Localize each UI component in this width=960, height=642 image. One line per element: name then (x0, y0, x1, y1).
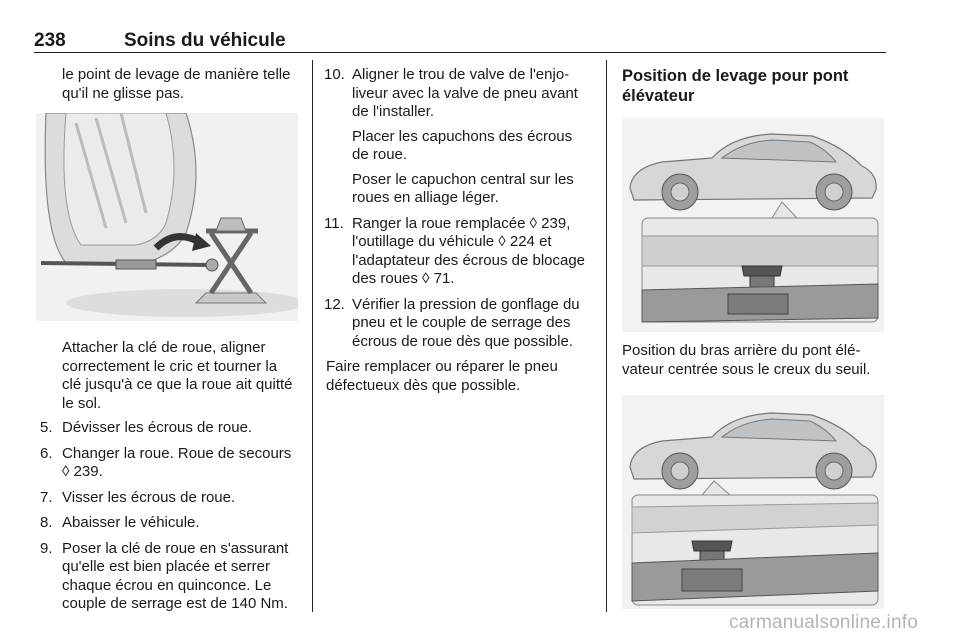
sub-step: Poser le capuchon central sur les roues en alliage léger. (352, 170, 574, 206)
list-item: 10. Aligner le trou de valve de l'enjoliveur avec la valve de pneu avant de l'installer. Placer les capuchons des écrous de roue. Poser le capuchon central sur les roues en alliage léger. (326, 66, 592, 208)
list-item: 9. Poser la clé de roue en s'assurant qu'elle est bien placée et serrer chaque écrou en quinconce. Le couple de serrage est de 140 Nm. (40, 539, 289, 612)
list-item: 7. Visser les écrous de roue. (40, 488, 236, 506)
list-item: 11. Ranger la roue remplacée ◊ 239, l'outillage du véhicule ◊ 224 et l'adaptateur des écrous de blocage des roues ◊ 71. (324, 214, 586, 287)
section-title: Position de levage pour pont élévateur (622, 67, 849, 105)
lift-point-car-illustration (622, 118, 884, 332)
sub-step: Placer les capuchons des écrous de roue. (352, 127, 573, 163)
list-item: 6. Changer la roue. Roue de secours ◊ 239. (40, 444, 292, 480)
list-item: 8. Abaisser le véhicule. (40, 514, 200, 531)
column-left (36, 66, 300, 621)
watermark: carmanualsonline.info (728, 612, 918, 633)
lift-arm-detail-illustration (622, 395, 884, 609)
jack-wheel-illustration (36, 113, 298, 321)
page-header (34, 30, 886, 53)
page-number: 238 (34, 30, 66, 51)
column-middle (326, 66, 592, 395)
list-item: 5. Dévisser les écrous de roue. (40, 419, 253, 436)
steps-list-continued (326, 66, 592, 351)
column-divider (606, 60, 607, 612)
jack-caption: Attacher la clé de roue, aligner correctement le cric et tourner la clé jusqu'à ce que la roue ait quitté le sol. (62, 339, 293, 412)
closing-text: Faire remplacer ou réparer le pneu défectueux dès que possible. (326, 358, 558, 394)
steps-list (36, 419, 300, 614)
chapter-title: Soins du véhicule (124, 30, 286, 51)
intro-text: le point de levage de manière telle qu'il ne glisse pas. (62, 66, 291, 102)
list-item: 12. Vérifier la pression de gonflage du pneu et le couple de serrage des écrous de roue dès que possible. (324, 295, 580, 350)
column-right (622, 66, 890, 609)
column-divider (312, 60, 313, 612)
lift-caption: Position du bras arrière du pont élévateur centrée sous le creux du seuil. (622, 342, 871, 378)
